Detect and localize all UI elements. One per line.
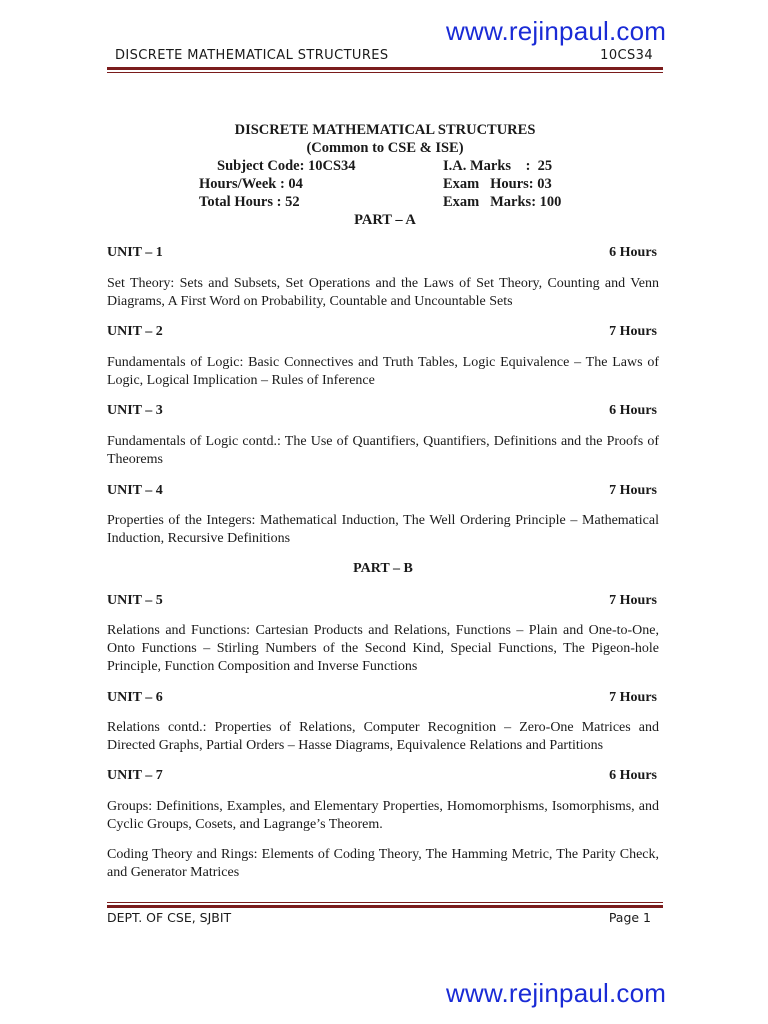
watermark-top-link[interactable]: www.rejinpaul.com <box>446 16 667 46</box>
unit-heading <box>107 482 659 500</box>
unit-hours: 7 Hours <box>609 690 657 705</box>
exam-marks: Exam Marks: 100 <box>443 194 562 210</box>
unit-hours: 7 Hours <box>609 483 657 498</box>
running-header-code: 10CS34 <box>600 48 653 63</box>
unit-1 <box>107 244 659 311</box>
running-header <box>115 48 655 63</box>
unit-description: Fundamentals of Logic: Basic Connectives and Truth Tables, Logic Equivalence – The Laws of Logic, Logical Implication – Rules of Inference <box>107 355 659 388</box>
unit-7 <box>107 767 659 834</box>
unit-label: UNIT – 1 <box>107 245 163 260</box>
unit-heading <box>107 323 659 341</box>
running-header-title: DISCRETE MATHEMATICAL STRUCTURES <box>115 48 389 63</box>
footer-rule-thin <box>107 902 663 903</box>
exam-hours: Exam Hours: 03 <box>443 176 552 192</box>
page-subtitle: (Common to CSE & ISE) <box>306 140 464 156</box>
unit-heading <box>107 592 659 610</box>
meta-row-3 <box>107 193 663 211</box>
part-b-section <box>107 560 659 578</box>
subject-code: Subject Code: 10CS34 <box>217 158 356 174</box>
footer-rule-thick <box>107 905 663 908</box>
unit-hours: 7 Hours <box>609 324 657 339</box>
unit-label: UNIT – 7 <box>107 768 163 783</box>
page-footer <box>107 910 659 925</box>
unit-5 <box>107 592 659 676</box>
unit-description: Relations contd.: Properties of Relations, Computer Recognition – Zero-One Matrices and Directed Graphs, Partial Orders – Hasse Diagrams, Equivalence Relations and Partitions <box>107 720 659 753</box>
page-title: DISCRETE MATHEMATICAL STRUCTURES <box>234 122 536 138</box>
unit-label: UNIT – 4 <box>107 483 163 498</box>
syllabus-title-block <box>107 121 663 229</box>
coding-theory-section <box>107 846 659 882</box>
ia-marks: I.A. Marks : 25 <box>443 158 553 174</box>
page-number: Page 1 <box>608 910 651 925</box>
unit-hours: 6 Hours <box>609 768 657 783</box>
unit-label: UNIT – 3 <box>107 403 163 418</box>
unit-heading <box>107 402 659 420</box>
unit-label: UNIT – 2 <box>107 324 163 339</box>
coding-theory-description: Coding Theory and Rings: Elements of Coding Theory, The Hamming Metric, The Parity Check, and Generator Matrices <box>107 847 659 880</box>
unit-3 <box>107 402 659 469</box>
unit-description: Fundamentals of Logic contd.: The Use of Quantifiers, Quantifiers, Definitions and the Proofs of Theorems <box>107 434 659 467</box>
unit-heading <box>107 244 659 262</box>
hours-per-week: Hours/Week : 04 <box>199 176 303 192</box>
unit-hours: 7 Hours <box>609 593 657 608</box>
unit-heading <box>107 767 659 785</box>
unit-hours: 6 Hours <box>609 245 657 260</box>
unit-description: Properties of the Integers: Mathematical Induction, The Well Ordering Principle – Mathematical Induction, Recursive Definitions <box>107 513 659 546</box>
part-a-heading: PART – A <box>354 212 416 228</box>
total-hours: Total Hours : 52 <box>199 194 300 210</box>
unit-label: UNIT – 6 <box>107 690 163 705</box>
meta-row-1 <box>107 157 663 175</box>
unit-2 <box>107 323 659 390</box>
header-rule-thin <box>107 72 663 73</box>
part-b-heading: PART – B <box>353 561 413 576</box>
unit-hours: 6 Hours <box>609 403 657 418</box>
watermark-bottom-link[interactable]: www.rejinpaul.com <box>446 978 667 1008</box>
unit-description: Set Theory: Sets and Subsets, Set Operations and the Laws of Set Theory, Counting and Venn Diagrams, A First Word on Probability, Countable and Uncountable Sets <box>107 276 659 309</box>
meta-row-2 <box>107 175 663 193</box>
unit-description: Groups: Definitions, Examples, and Elementary Properties, Homomorphisms, Isomorphisms, and Cyclic Groups, Cosets, and Lagrange’s Theorem. <box>107 799 659 832</box>
footer-dept: DEPT. OF CSE, SJBIT <box>107 910 232 925</box>
unit-description: Relations and Functions: Cartesian Products and Relations, Functions – Plain and One-to-One, Onto Functions – Stirling Numbers of the Second Kind, Special Functions, The Pigeon-hole Principle, Function Composition and Inverse Functions <box>107 623 659 674</box>
header-rule-thick <box>107 67 663 70</box>
unit-label: UNIT – 5 <box>107 593 163 608</box>
unit-heading <box>107 689 659 707</box>
unit-4 <box>107 482 659 548</box>
unit-6 <box>107 689 659 755</box>
